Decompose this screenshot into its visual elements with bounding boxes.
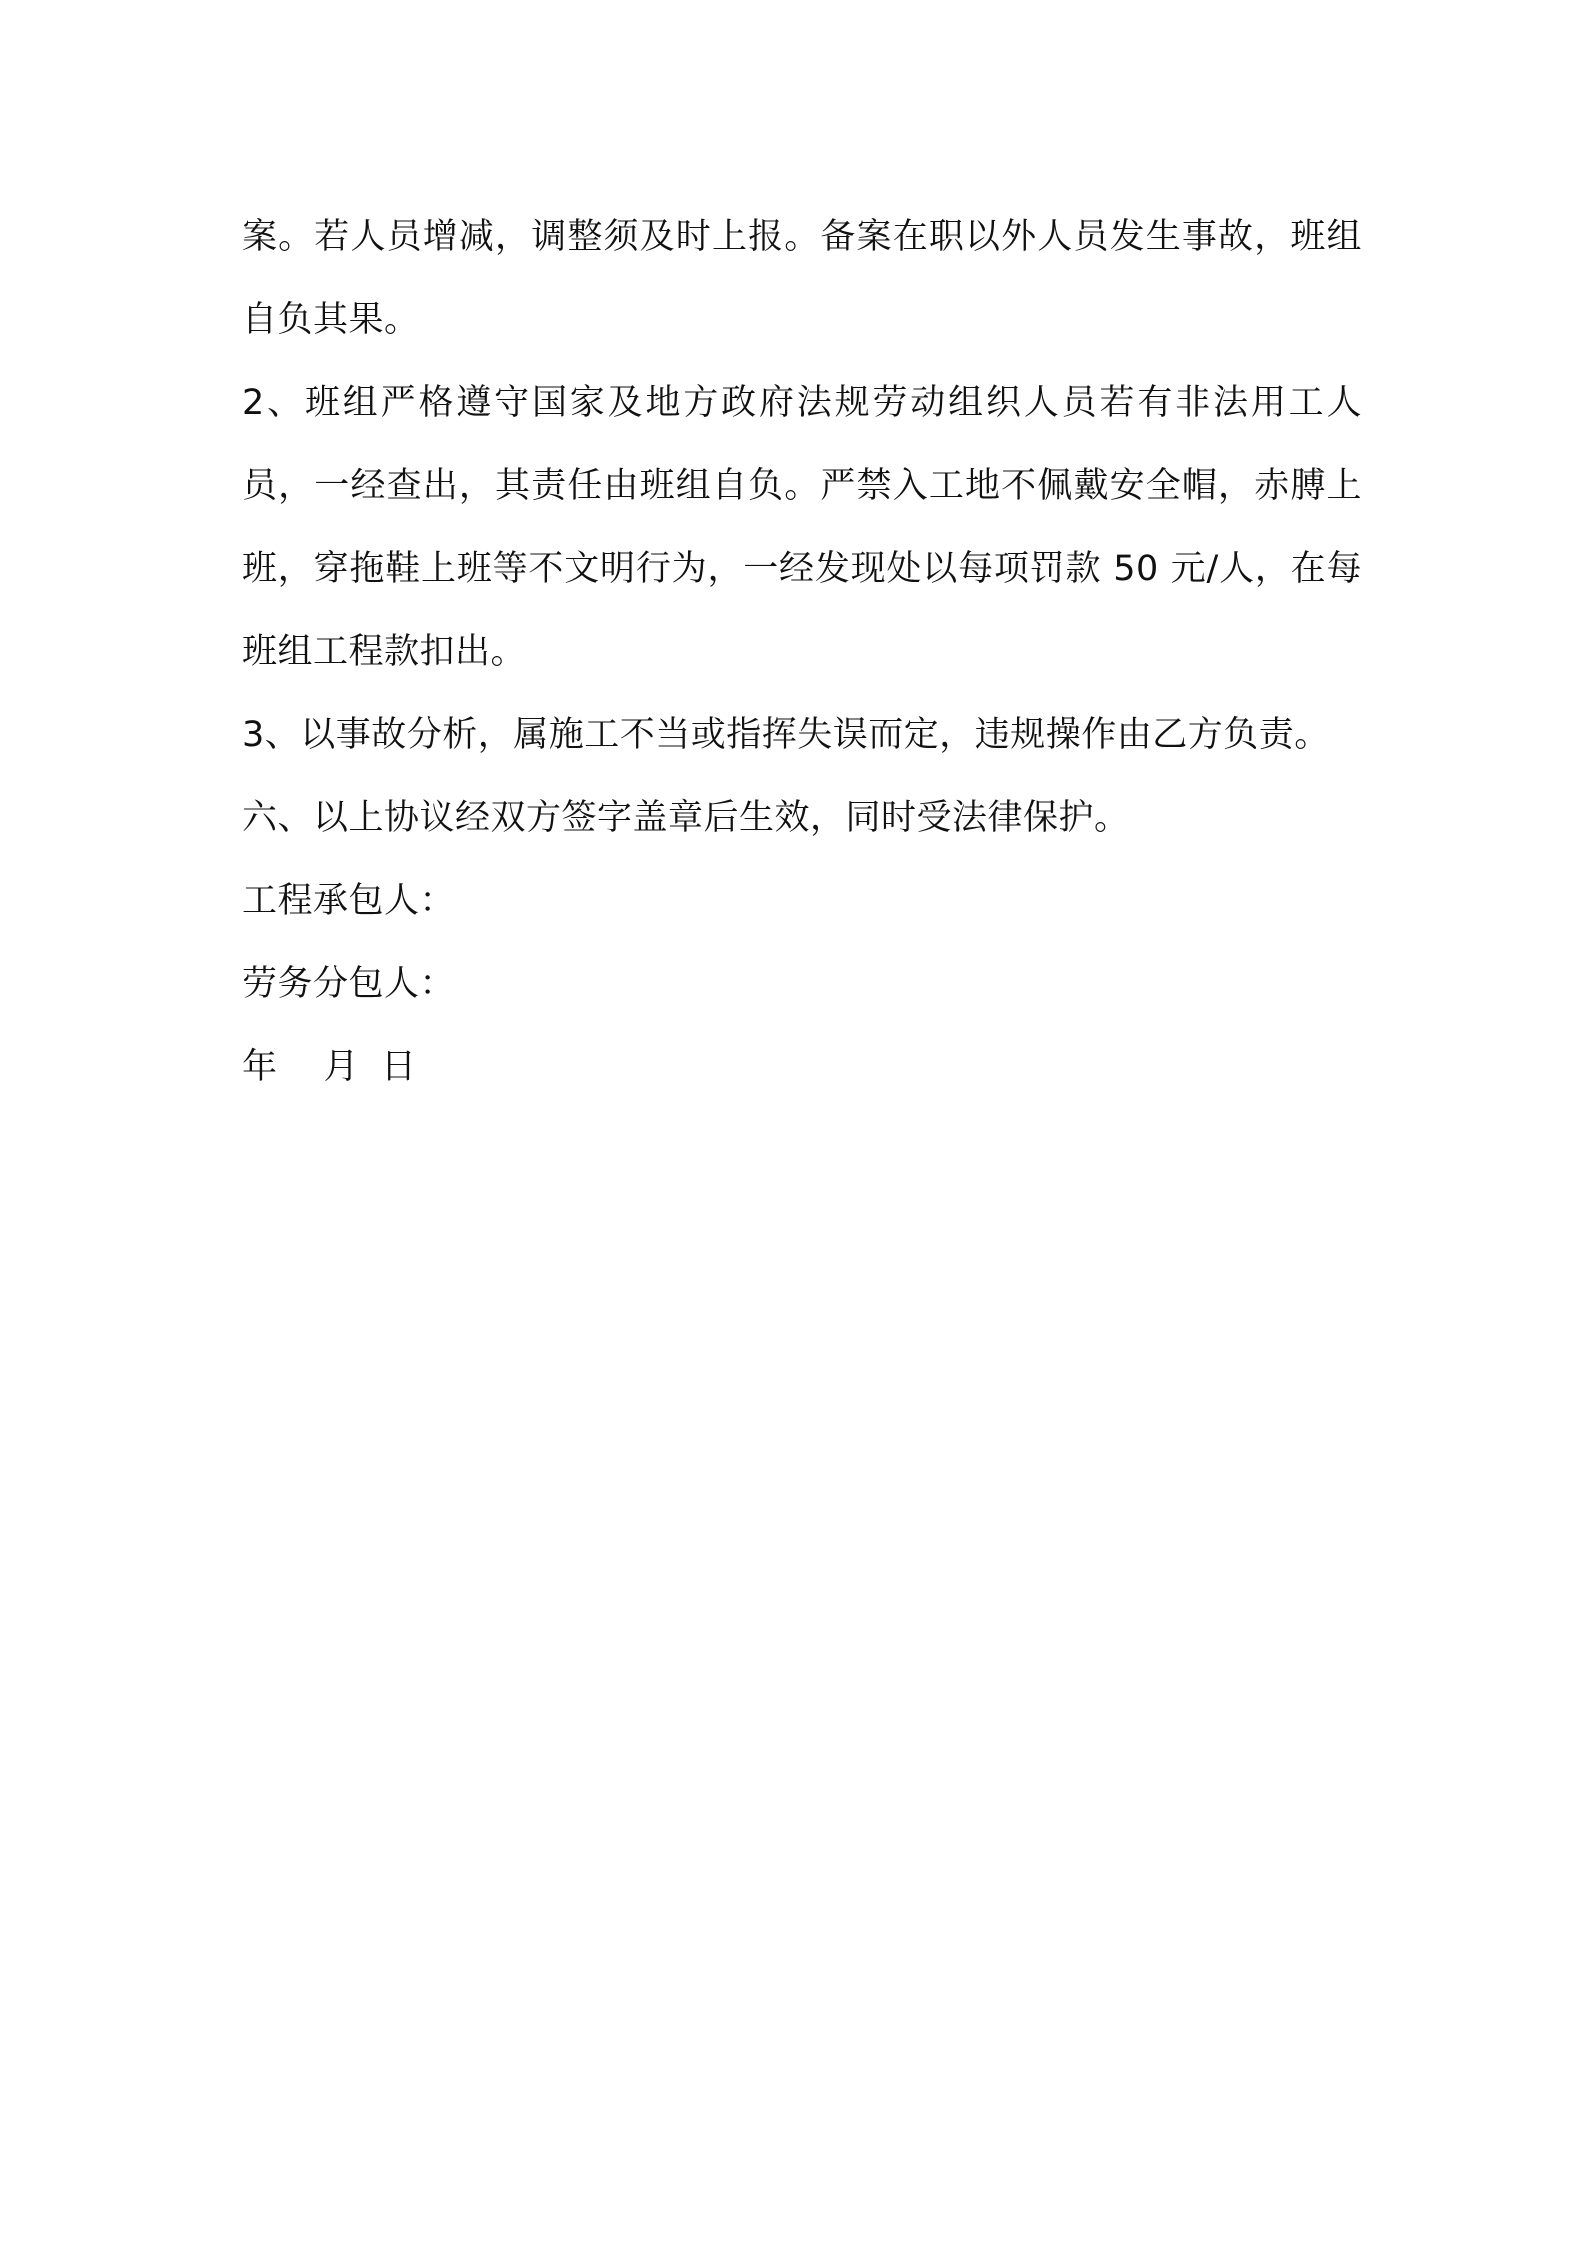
- paragraph-clause-3: 3、以事故分析，属施工不当或指挥失误而定，违规操作由乙方负责。: [242, 715, 1330, 755]
- contractor-signature-label: 工程承包人：: [242, 881, 456, 921]
- date-line: [242, 1026, 1362, 1109]
- subcontractor-signature-label: 劳务分包人：: [242, 964, 456, 1004]
- date-month-label: 月: [323, 1047, 360, 1087]
- paragraph-clause-2: 2、班组严格遵守国家及地方政府法规劳动组织人员若有非法用工人员，一经查出，其责任由班组自负。严禁入工地不佩戴安全帽，赤膊上班，穿拖鞋上班等不文明行为，一经发现处以每项罚款 50 元/人，在每班组工程款扣出。: [242, 383, 1362, 672]
- date-day-label: 日: [381, 1047, 417, 1087]
- paragraph-filing-clause: 案。若人员增减，调整须及时上报。备案在职以外人员发生事故，班组自负其果。: [242, 217, 1362, 340]
- date-year-label: 年: [242, 1047, 278, 1087]
- document-body: [242, 196, 1362, 1109]
- paragraph-section-6: 六、以上协议经双方签字盖章后生效，同时受法律保护。: [242, 798, 1130, 838]
